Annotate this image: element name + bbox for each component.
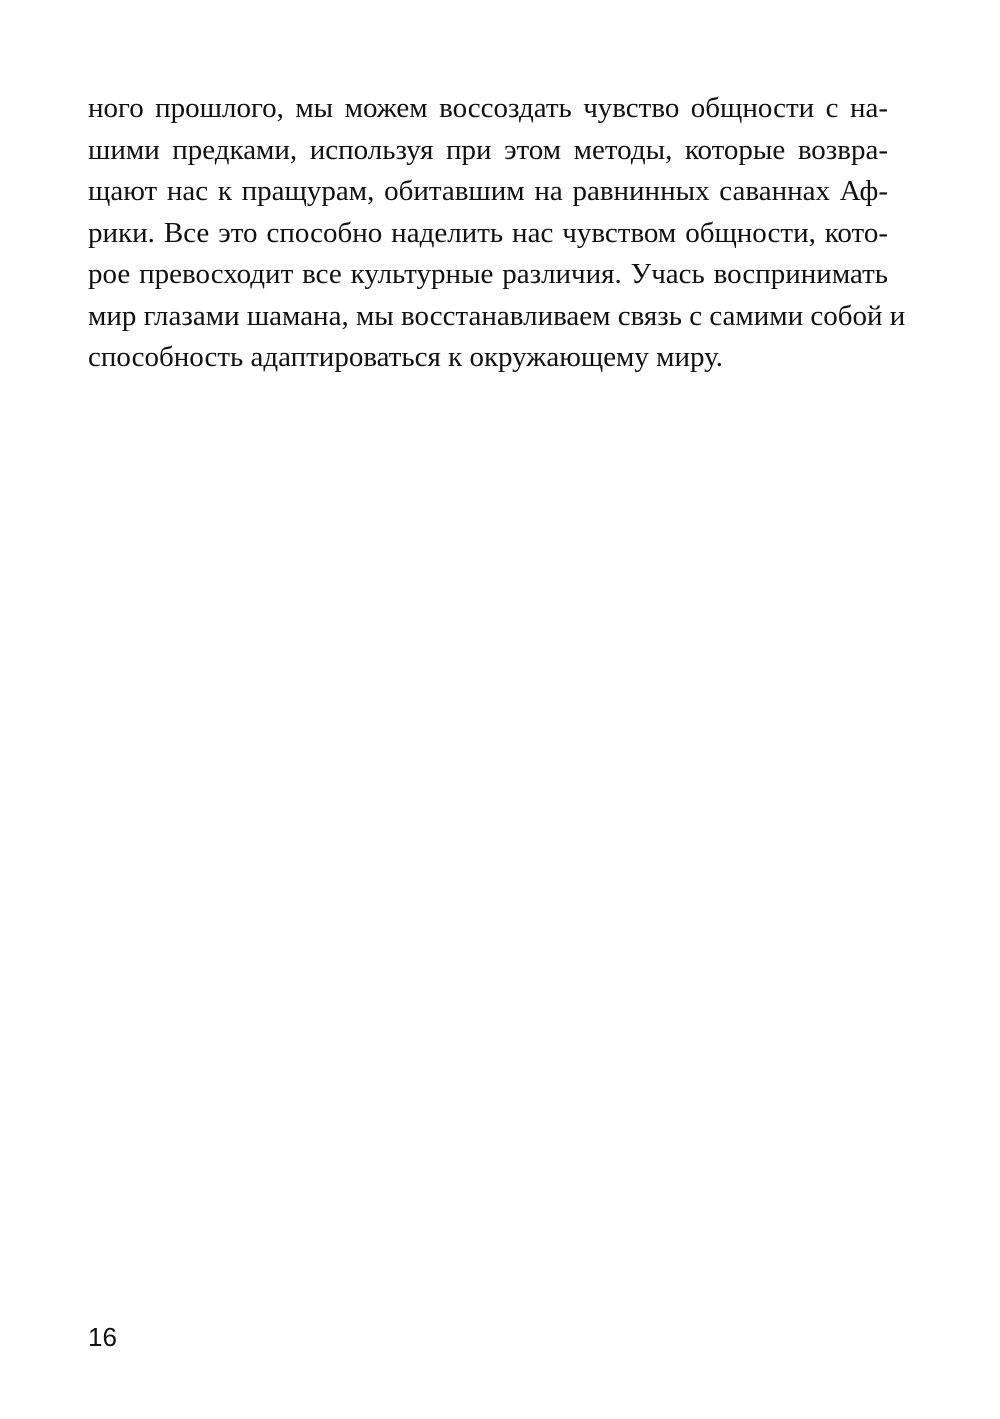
text-line: шими предками, используя при этом методы, которые возвра-: [88, 133, 888, 166]
page-number: 16: [88, 1322, 117, 1352]
text-line: ного прошлого, мы можем воссоздать чувство общности с на-: [88, 92, 888, 124]
text-line: щают нас к пращурам, обитавшим на равнинных саваннах Аф-: [88, 175, 888, 207]
text-line: мир глазами шамана, мы восстанавливаем связь с самими собой и: [88, 299, 906, 332]
text-line: рое превосходит все культурные различия. Учась воспринимать: [88, 258, 888, 290]
text-line: рики. Все это способно наделить нас чувством общности, кото-: [88, 216, 888, 249]
text-line: способность адаптироваться к окружающему миру.: [88, 341, 723, 373]
body-paragraph: [88, 88, 906, 379]
